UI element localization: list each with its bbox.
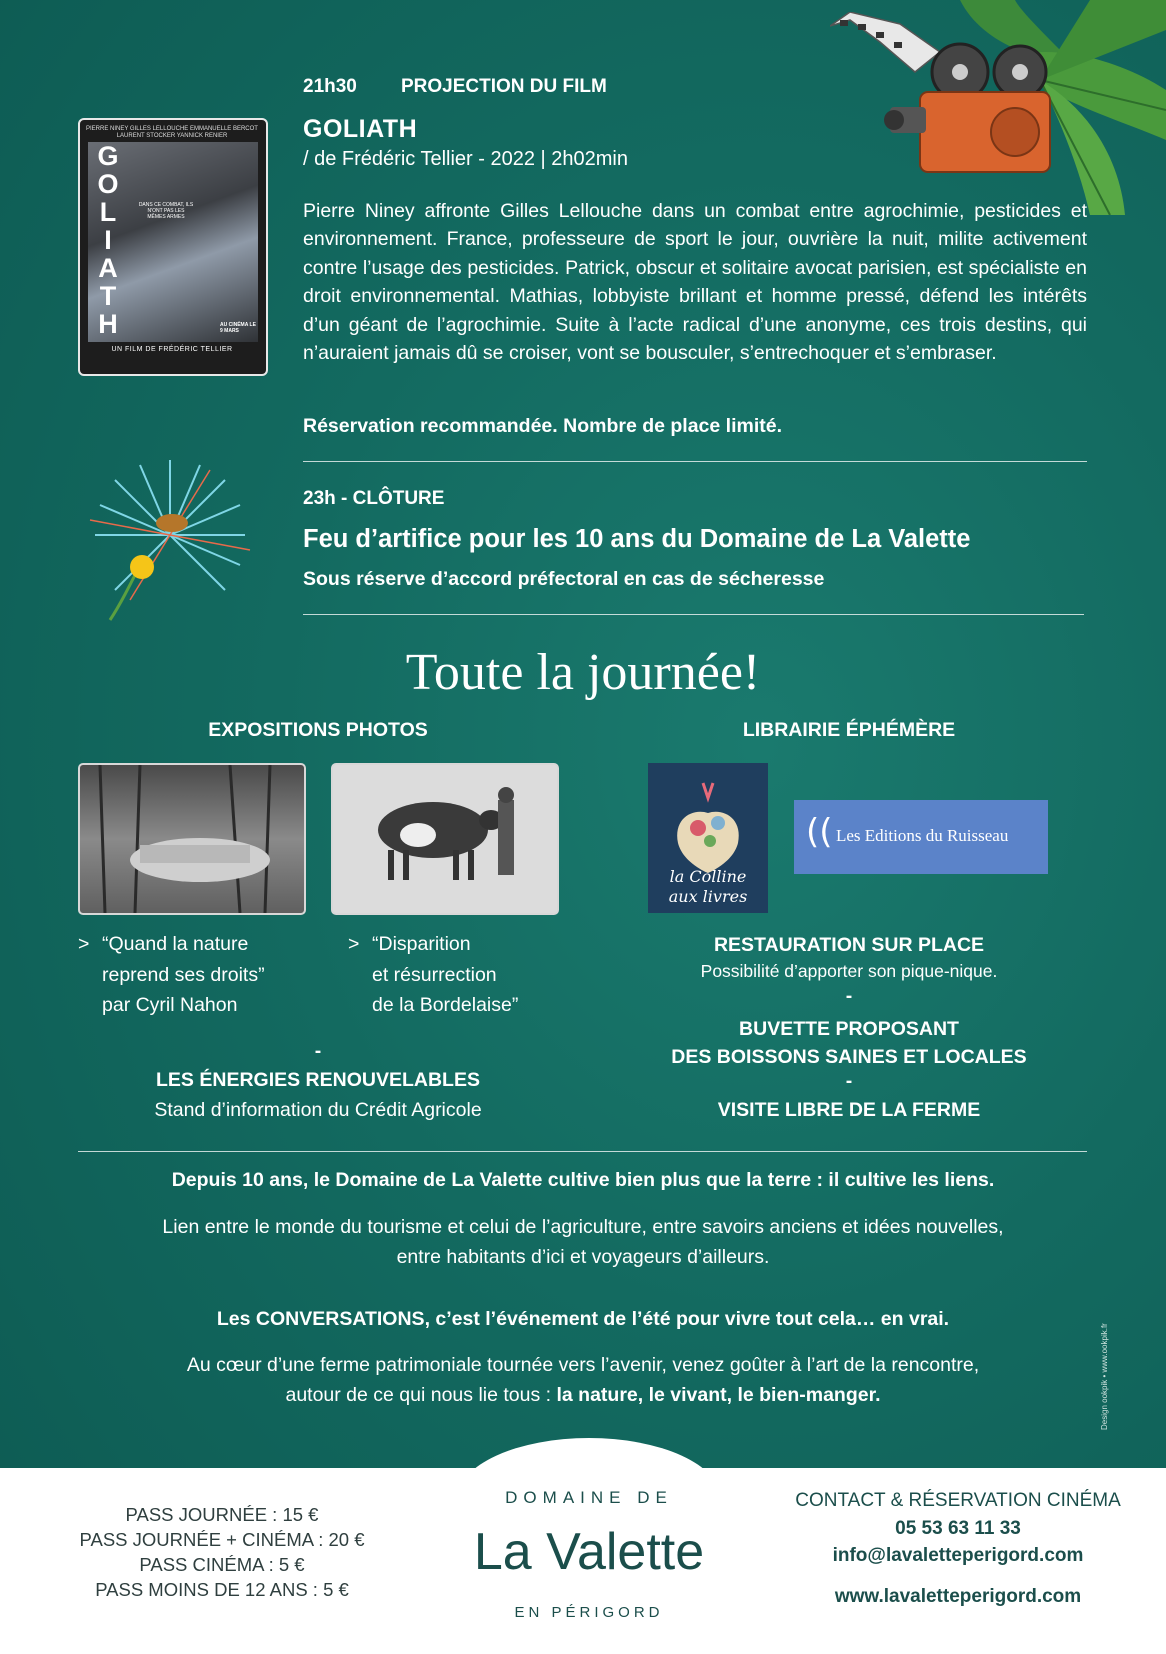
cloture-subtitle: Sous réserve d’accord préfectoral en cas de sécheresse xyxy=(303,568,825,590)
reservation-note: Réservation recommandée. Nombre de place limité. xyxy=(303,415,783,437)
film-synopsis: Pierre Niney affronte Gilles Lellouche dans un combat entre agrochimie, pesticides et environnement. France, professeure de sport le jour, ouvrière la nuit, milite activement contre l’usage des pesticides. Patrick, obscur et solitaire avocat parisien, est spécialiste en droit environnemental. Mathias, lobbyiste brillant et homme pressé, défend les intérêts d’un géant de l’agrochimie. Suite à l’acte radical d’une anonyme, ces trois destins, qui n’auraient jamais dû se croiser, vont se bousculer, s’entrechoquer et s’embraser. xyxy=(303,200,1087,365)
poster-release: AU CINÉMA LE 9 MARS xyxy=(220,322,256,334)
projection-heading: PROJECTION DU FILM xyxy=(401,76,607,97)
expo-photo-cow xyxy=(331,763,559,915)
librairie-heading: LIBRAIRIE ÉPHÉMÈRE xyxy=(742,719,956,741)
ruisseau-logo xyxy=(794,800,1048,874)
dash-separator: - xyxy=(845,1070,853,1092)
contact-title: CONTACT & RÉSERVATION CINÉMA xyxy=(795,1490,1121,1511)
firework-flower-icon xyxy=(80,455,260,625)
contact-email[interactable]: info@lavaletteperigord.com xyxy=(832,1545,1084,1566)
film-credit: / de Frédéric Tellier - 2022 | 2h02min xyxy=(303,148,628,170)
about-line4b: autour de ce qui nous lie tous : la nature, le vivant, le bien-manger. xyxy=(285,1384,881,1406)
journee-title: Toute la journée! xyxy=(405,644,761,701)
ruisseau-logo-text: Les Editions du Ruisseau xyxy=(836,826,1009,845)
about-line1: Depuis 10 ans, le Domaine de La Valette cultive bien plus que la terre : il cultive les liens. xyxy=(171,1169,995,1191)
logo-la-valette: La Valette xyxy=(473,1523,705,1581)
about-line4a: Au cœur d’une ferme patrimoniale tournée vers l’avenir, venez goûter à l’art de la rencontre, xyxy=(186,1354,980,1376)
contact-phone[interactable]: 05 53 63 11 33 xyxy=(895,1518,1021,1539)
divider xyxy=(303,461,1087,462)
divider xyxy=(303,614,1084,615)
about-line2a: Lien entre le monde du tourisme et celui de l’agriculture, entre savoirs anciens et idées nouvelles, xyxy=(162,1216,1004,1238)
poster-title-letters: G O L I A T H xyxy=(97,141,119,339)
divider xyxy=(78,1151,1087,1152)
dash-separator: - xyxy=(845,985,853,1007)
projection-time: 21h30 xyxy=(303,76,357,97)
caption-arrow: > xyxy=(78,933,90,955)
design-credit: Design ookpik • www.ookpik.fr xyxy=(1100,1323,1109,1430)
poster-tagline: DANS CE COMBAT, ILS N'ONT PAS LES MÊMES ARMES xyxy=(138,202,194,220)
collines-logo xyxy=(648,763,768,913)
caption-arrow: > xyxy=(348,933,360,955)
energies-title: LES ÉNERGIES RENOUVELABLES xyxy=(156,1069,480,1091)
visite-title: VISITE LIBRE DE LA FERME xyxy=(717,1099,981,1121)
energies-subtitle: Stand d’information du Crédit Agricole xyxy=(154,1099,482,1121)
restauration-title: RESTAURATION SUR PLACE xyxy=(713,934,985,956)
film-title: GOLIATH xyxy=(303,115,418,143)
expo-heading: EXPOSITIONS PHOTOS xyxy=(208,719,428,741)
expo-photo-car xyxy=(78,763,306,915)
contact-website[interactable]: www.lavaletteperigord.com xyxy=(834,1586,1082,1607)
poster-director: UN FILM DE FRÉDÉRIC TELLIER xyxy=(111,346,233,353)
collines-logo-text: la Colline aux livres xyxy=(668,867,748,906)
restauration-subtitle: Possibilité d’apporter son pique-nique. xyxy=(700,961,998,981)
cloture-title: Feu d’artifice pour les 10 ans du Domaine de La Valette xyxy=(303,525,971,553)
cloture-time: 23h - CLÔTURE xyxy=(303,488,445,509)
poster-actors: PIERRE NINEY GILLES LELLOUCHE EMMANUELLE BERCOT LAURENT STOCKER YANNICK RENIER xyxy=(86,126,258,139)
buvette-title: BUVETTE PROPOSANT DES BOISSONS SAINES ET LOCALES xyxy=(671,1018,1027,1068)
about-line2b: entre habitants d’ici et voyageurs d’ailleurs. xyxy=(396,1246,770,1268)
logo-en-perigord: EN PÉRIGORD xyxy=(514,1604,664,1621)
wave-icon: (( xyxy=(806,812,833,852)
about-line3: Les CONVERSATIONS, c’est l’événement de l’été pour vivre tout cela… en vrai. xyxy=(216,1308,950,1330)
footer xyxy=(0,1468,1166,1654)
logo-domaine-de: DOMAINE DE xyxy=(505,1488,673,1507)
expo2-caption: “Disparition et résurrection de la Bordelaise” xyxy=(372,933,519,1016)
goliath-poster xyxy=(78,118,268,376)
dash-separator: - xyxy=(314,1040,322,1062)
expo1-caption: “Quand la nature reprend ses droits” par Cyril Nahon xyxy=(102,933,265,1016)
pass-list: PASS JOURNÉE : 15 € PASS JOURNÉE + CINÉMA : 20 € PASS CINÉMA : 5 € PASS MOINS DE 12 ANS : 5 € xyxy=(79,1504,365,1600)
film-projector-icon xyxy=(830,12,1080,182)
